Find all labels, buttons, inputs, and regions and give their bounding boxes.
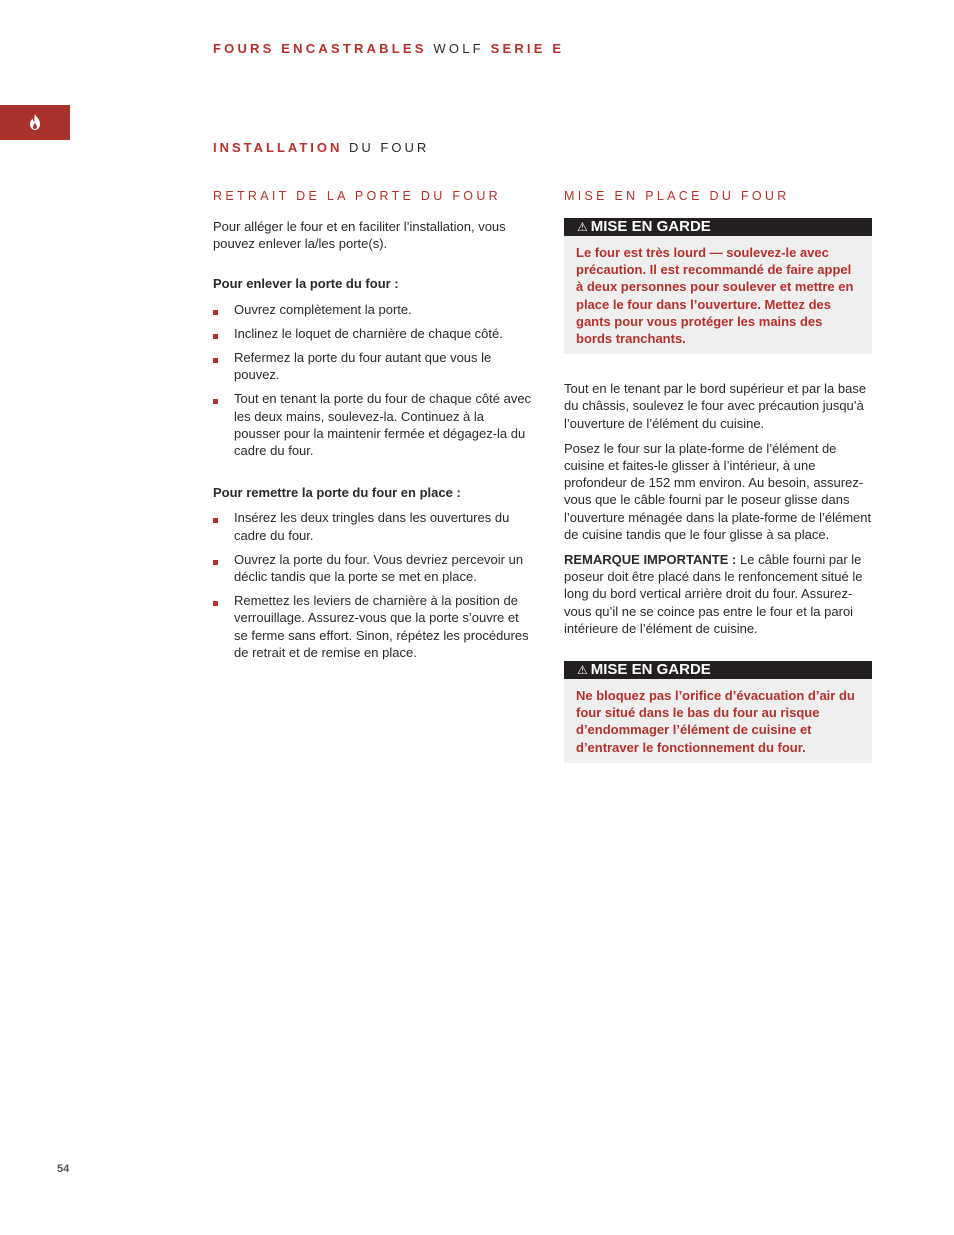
list-item <box>213 509 533 543</box>
placement-paragraph-2: Posez le four sur la plate-forme de l’élément de cuisine et faites-le glisser à l’intérieur, à une profondeur de 152 mm environ. Au besoin, assurez-vous que le câble fourni par le poseur glisse dans l’ouverture ménagée dans la plate-forme de l’élément de cuisine tandis que le four glisse à sa place. <box>564 440 872 542</box>
warning-box <box>564 218 872 354</box>
section-title-rest: DU FOUR <box>349 140 430 155</box>
list-item-text: Tout en tenant la porte du four de chaque côté avec les deux mains, soulevez-la. Continuez à la pousser pour la maintenir fermée et dégagez-la du cadre du four. <box>234 391 532 459</box>
list-item <box>213 349 533 383</box>
warning-label: MISE EN GARDE <box>590 661 711 679</box>
bullet-icon <box>213 560 218 565</box>
replace-door-heading: Pour remettre la porte du four en place : <box>213 485 461 501</box>
list-item <box>213 592 533 661</box>
important-note-label: REMARQUE IMPORTANTE : <box>564 552 737 568</box>
list-item <box>213 301 533 318</box>
running-header <box>213 41 564 56</box>
list-item-text: Refermez la porte du four autant que vous le pouvez. <box>234 350 492 383</box>
left-column <box>213 188 533 668</box>
flame-icon <box>29 114 41 130</box>
remove-steps-list <box>213 301 533 460</box>
oven-placement-title: MISE EN PLACE DU FOUR <box>564 189 790 203</box>
remove-door-heading: Pour enlever la porte du four : <box>213 276 399 292</box>
list-item-text: Inclinez le loquet de charnière de chaque côté. <box>234 325 503 341</box>
header-series: SERIE E <box>490 41 565 56</box>
warning-label: MISE EN GARDE <box>590 218 711 235</box>
list-item-text: Remettez les leviers de charnière à la position de verrouillage. Assurez-vous que la porte s’ouvre et se ferme sans effort. Sinon, répétez les procédures de retrait et de remise en place. <box>234 593 529 660</box>
bullet-icon <box>213 334 218 339</box>
bullet-icon <box>213 518 218 523</box>
page-number: 54 <box>57 1163 70 1175</box>
section-title <box>213 140 429 155</box>
warning-triangle-icon: ⚠ <box>577 663 588 678</box>
bullet-icon <box>213 601 218 606</box>
header-brand-title: FOURS ENCASTRABLES <box>213 41 427 56</box>
warning-text: Ne bloquez pas l’orifice d’évacuation d’air du four situé dans le bas du four au risque d’endommager l’élément de cuisine et d’entraver le fonctionnement du four. <box>576 688 855 755</box>
header-wolf: WOLF <box>433 41 484 56</box>
important-note-text: Le câble fourni par le poseur doit être placé dans le renfoncement situé le long du bord vertical arrière droit du four. Assurez-vous qu’il ne se coince pas entre le four et la paroi intérieure de l’élément de cuisine. <box>564 552 863 636</box>
warning-triangle-icon: ⚠ <box>577 220 588 234</box>
important-note <box>564 551 879 637</box>
replace-steps-list <box>213 509 533 661</box>
placement-paragraph-1: Tout en le tenant par le bord supérieur et par la base du châssis, soulevez le four avec précaution jusqu’à l’ouverture de l’élément du cuisine. <box>564 381 867 431</box>
list-item <box>213 390 533 459</box>
section-title-bold: INSTALLATION <box>213 140 343 155</box>
right-column <box>564 188 879 763</box>
warning-header <box>564 218 872 236</box>
warning-header <box>564 661 872 679</box>
door-removal-title: RETRAIT DE LA PORTE DU FOUR <box>213 189 501 203</box>
list-item-text: Ouvrez complètement la porte. <box>234 301 412 317</box>
list-item-text: Insérez les deux tringles dans les ouvertures du cadre du four. <box>234 510 510 543</box>
door-removal-intro: Pour alléger le four et en faciliter l’installation, vous pouvez enlever la/les porte(s). <box>213 219 506 252</box>
bullet-icon <box>213 358 218 363</box>
list-item <box>213 325 533 342</box>
bullet-icon <box>213 310 218 315</box>
list-item <box>213 551 533 585</box>
warning-box <box>564 661 872 763</box>
section-tab <box>0 105 70 140</box>
bullet-icon <box>213 399 218 404</box>
list-item-text: Ouvrez la porte du four. Vous devriez percevoir un déclic tandis que la porte se met en place. <box>234 551 524 585</box>
warning-text: Le four est très lourd — soulevez-le avec précaution. Il est recommandé de faire appel à deux personnes pour soulever et mettre en place le four dans l’ouverture. Mettez des gants pour vous protéger les mains des bords tranchants. <box>576 245 854 347</box>
